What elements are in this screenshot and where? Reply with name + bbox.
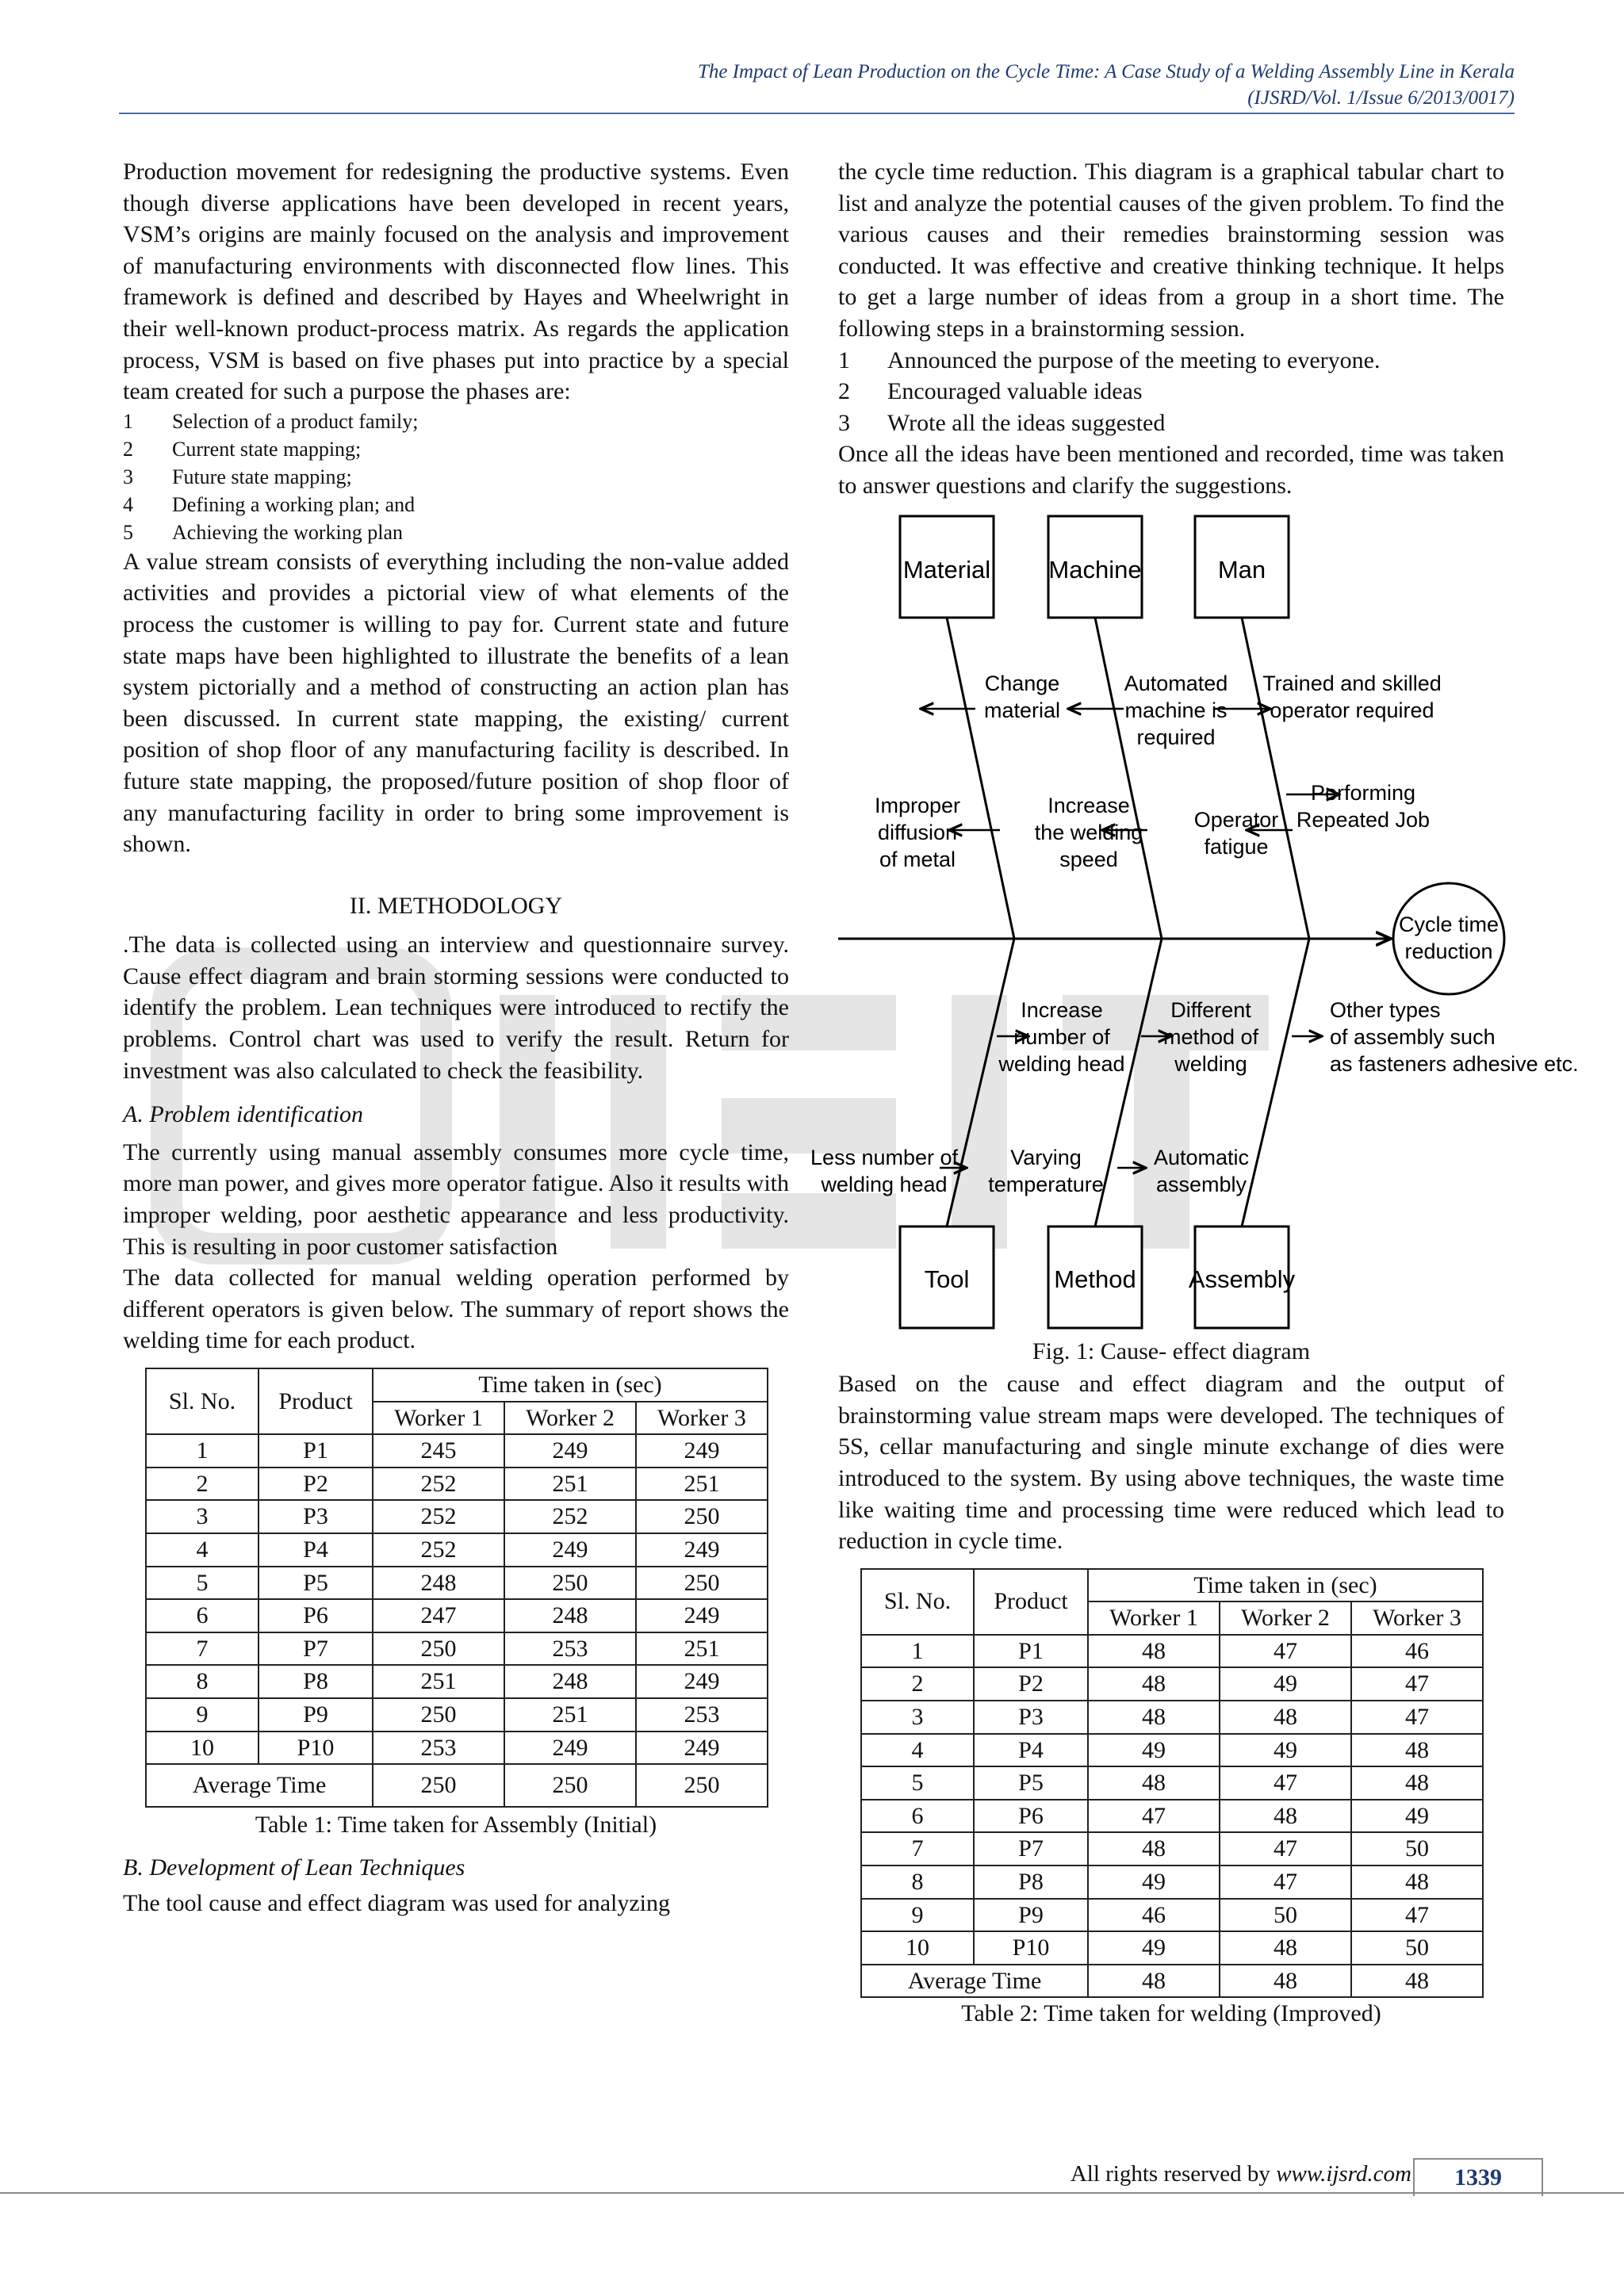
cell-product: P10 <box>974 1931 1088 1965</box>
cell-sl-no: 2 <box>861 1667 974 1701</box>
col-header-time-taken: Time taken in (sec) <box>373 1368 768 1402</box>
average-worker-3: 48 <box>1351 1965 1483 1998</box>
col-header-product: Product <box>974 1569 1088 1635</box>
cell-worker-2: 250 <box>504 1567 636 1600</box>
cell-worker-2: 49 <box>1220 1667 1351 1701</box>
table-1-caption: Table 1: Time taken for Assembly (Initial) <box>255 1812 657 1839</box>
cause-repeated-job-2: Repeated Job <box>1296 807 1431 832</box>
bone-machine <box>1095 618 1162 939</box>
cell-worker-1: 48 <box>1088 1667 1220 1701</box>
table-row <box>146 1698 768 1732</box>
cell-worker-2: 48 <box>1220 1701 1351 1734</box>
cell-worker-1: 247 <box>373 1599 504 1632</box>
cell-worker-2: 249 <box>504 1732 636 1765</box>
table-row-average <box>146 1764 768 1807</box>
header-issue: (IJSRD/Vol. 1/Issue 6/2013/0017) <box>1247 87 1515 109</box>
cell-worker-1: 252 <box>373 1468 504 1501</box>
cell-sl-no: 5 <box>861 1766 974 1800</box>
cause-operator-fatigue-1: Operator <box>1193 807 1279 832</box>
bone-material <box>947 618 1014 939</box>
paragraph-methodology: .The data is collected using an interview and questionnaire survey. Cause effect diagram and brain storming sessions were conducted to identify the problem. Lean techniques were introduced to rectify the problems. Control chart was used to verify the result. Return for investment was also calculated to check the feasibility. <box>123 932 789 1084</box>
label-man: Man <box>1217 555 1266 584</box>
table-row <box>146 1500 768 1533</box>
cell-sl-no: 6 <box>146 1599 259 1632</box>
cell-product: P3 <box>974 1701 1088 1734</box>
cause-increase-heads-1: Increase <box>1021 997 1103 1022</box>
cell-product: P4 <box>974 1734 1088 1767</box>
header-title: The Impact of Lean Production on the Cycle Time: A Case Study of a Welding Assembly Line in Kerala <box>697 61 1515 82</box>
cell-product: P3 <box>259 1500 373 1533</box>
cell-worker-3: 50 <box>1351 1931 1483 1965</box>
cell-product: P8 <box>974 1866 1088 1899</box>
col-header-sl-no: Sl. No. <box>146 1368 259 1434</box>
table-row <box>861 1667 1483 1701</box>
figure-1-caption: Fig. 1: Cause- effect diagram <box>1032 1337 1311 1364</box>
cause-automated-machine-2: machine is <box>1124 698 1228 722</box>
average-worker-2: 250 <box>504 1764 636 1807</box>
cell-sl-no: 4 <box>146 1533 259 1567</box>
effect-label-line1: Cycle time <box>1398 912 1500 936</box>
footer-rights: All rights reserved by www.ijsrd.com <box>1070 2161 1411 2187</box>
cell-worker-1: 49 <box>1088 1866 1220 1899</box>
left-column <box>123 156 789 1919</box>
table-row <box>146 1434 768 1468</box>
cause-varying-temp-2: temperature <box>988 1172 1104 1196</box>
table-row <box>861 1899 1483 1932</box>
paragraph-lean-results: Based on the cause and effect diagram and the output of brainstorming value stream maps were developed. The techniques of 5S, cellar manufacturing and single minute exchange of dies were introduced to the system. By using above techniques, the waste time like waiting time and processing time were reduced which lead to reduction in cycle time. <box>838 1371 1504 1555</box>
list-item: 2 Encouraged valuable ideas <box>838 378 1143 405</box>
col-header-worker-1: Worker 1 <box>373 1402 504 1435</box>
cell-worker-1: 48 <box>1088 1635 1220 1668</box>
cell-sl-no: 4 <box>861 1734 974 1767</box>
cell-worker-3: 249 <box>636 1732 768 1765</box>
cell-worker-3: 253 <box>636 1698 768 1732</box>
cell-sl-no: 7 <box>861 1832 974 1866</box>
table-row <box>146 1533 768 1567</box>
label-material: Material <box>902 555 991 584</box>
table-row <box>146 1468 768 1501</box>
cell-sl-no: 6 <box>861 1800 974 1833</box>
cell-worker-3: 47 <box>1351 1701 1483 1734</box>
paragraph-problem: The currently using manual assembly consumes more cycle time, more man power, and gives more operator fatigue. Also it results with improper welding, poor aesthetic appearance and less productivity. This is resulting in poor customer satisfaction <box>123 1138 789 1260</box>
cell-product: P1 <box>259 1434 373 1468</box>
cell-worker-3: 48 <box>1351 1766 1483 1800</box>
table-row <box>861 1701 1483 1734</box>
label-machine: Machine <box>1048 555 1142 584</box>
cause-increase-heads-2: number of <box>1013 1024 1110 1049</box>
cause-other-types-3: as fasteners adhesive etc. <box>1330 1051 1579 1076</box>
page-number: 1339 <box>1413 2158 1543 2196</box>
subheading-lean-techniques: B. Development of Lean Techniques <box>123 1854 465 1881</box>
cell-worker-2: 50 <box>1220 1899 1351 1932</box>
cell-sl-no: 8 <box>146 1665 259 1698</box>
cell-worker-2: 251 <box>504 1698 636 1732</box>
table-row <box>146 1665 768 1698</box>
cause-automated-machine-1: Automated <box>1124 671 1228 695</box>
bone-method <box>1095 939 1162 1226</box>
table-row <box>861 1866 1483 1899</box>
cause-less-heads-1: Less number of <box>810 1145 959 1169</box>
cell-worker-1: 48 <box>1088 1766 1220 1800</box>
cell-worker-3: 249 <box>636 1599 768 1632</box>
cell-sl-no: 1 <box>146 1434 259 1468</box>
effect-label-line2: reduction <box>1404 939 1493 963</box>
cell-sl-no: 9 <box>861 1899 974 1932</box>
cause-different-method-1: Different <box>1170 997 1251 1022</box>
cause-less-heads-2: welding head <box>821 1172 948 1196</box>
bone-man <box>1242 618 1309 939</box>
list-item: 3 Wrote all the ideas suggested <box>838 409 1166 436</box>
subheading-problem-identification: A. Problem identification <box>123 1101 364 1128</box>
paragraph-data-collected: The data collected for manual welding operation performed by different operators is given below. The summary of report shows the welding time for each product. <box>123 1265 789 1354</box>
cause-different-method-2: method of <box>1162 1024 1259 1049</box>
cell-sl-no: 3 <box>146 1500 259 1533</box>
cell-worker-2: 48 <box>1220 1931 1351 1965</box>
cell-product: P6 <box>974 1800 1088 1833</box>
col-header-worker-2: Worker 2 <box>1220 1601 1351 1635</box>
cell-sl-no: 3 <box>861 1701 974 1734</box>
paragraph-ideas-recorded: Once all the ideas have been mentioned and recorded, time was taken to answer questions and clarify the suggestions. <box>838 441 1504 499</box>
cell-worker-3: 49 <box>1351 1800 1483 1833</box>
cell-sl-no: 2 <box>146 1468 259 1501</box>
cell-worker-3: 251 <box>636 1468 768 1501</box>
cell-worker-2: 49 <box>1220 1734 1351 1767</box>
cell-worker-3: 249 <box>636 1434 768 1468</box>
table-row <box>861 1832 1483 1866</box>
footer-site-link[interactable]: www.ijsrd.com <box>1276 2161 1411 2187</box>
cell-worker-2: 47 <box>1220 1832 1351 1866</box>
cell-product: P2 <box>259 1468 373 1501</box>
cause-improper-diffusion-1: Improper <box>874 793 961 817</box>
cause-improper-diffusion-2: diffusion <box>877 820 958 844</box>
running-header <box>476 59 1515 111</box>
cell-sl-no: 7 <box>146 1632 259 1666</box>
cell-worker-3: 46 <box>1351 1635 1483 1668</box>
cause-improper-diffusion-3: of metal <box>879 847 956 871</box>
cell-product: P6 <box>259 1599 373 1632</box>
paragraph-cycle-time: the cycle time reduction. This diagram is a graphical tabular chart to list and analyze the potential causes of the given problem. To find the various causes and their remedies brainstorming session was conducted. It was effective and creative thinking technique. It helps to get a large number of ideas from a group in a short time. The following steps in a brainstorming session. <box>838 159 1504 342</box>
table-initial-times <box>145 1368 768 1808</box>
average-worker-1: 250 <box>373 1764 504 1807</box>
cell-worker-2: 48 <box>1220 1800 1351 1833</box>
cell-worker-1: 252 <box>373 1500 504 1533</box>
cell-worker-3: 249 <box>636 1533 768 1567</box>
cell-worker-1: 253 <box>373 1732 504 1765</box>
cell-sl-no: 8 <box>861 1866 974 1899</box>
cell-worker-1: 46 <box>1088 1899 1220 1932</box>
col-header-sl-no: Sl. No. <box>861 1569 974 1635</box>
cause-repeated-job-1: Performing <box>1310 780 1416 805</box>
cell-worker-2: 248 <box>504 1599 636 1632</box>
cause-increase-heads-3: welding head <box>998 1051 1125 1076</box>
table-row <box>146 1732 768 1765</box>
cell-worker-3: 251 <box>636 1632 768 1666</box>
average-worker-3: 250 <box>636 1764 768 1807</box>
footer-rule <box>0 2192 1624 2194</box>
header-rule <box>119 113 1515 114</box>
cause-increase-speed-3: speed <box>1059 847 1118 871</box>
average-worker-1: 48 <box>1088 1965 1220 1998</box>
cell-worker-3: 47 <box>1351 1667 1483 1701</box>
cause-varying-temp-1: Varying <box>1010 1145 1082 1169</box>
cause-increase-speed-1: Increase <box>1048 793 1130 817</box>
cell-sl-no: 10 <box>861 1931 974 1965</box>
cell-worker-3: 250 <box>636 1500 768 1533</box>
table-row <box>861 1931 1483 1965</box>
cell-worker-2: 251 <box>504 1468 636 1501</box>
cell-worker-2: 47 <box>1220 1635 1351 1668</box>
list-item: 3 Future state mapping; <box>123 465 352 488</box>
cause-effect-diagram <box>810 513 1579 1337</box>
cause-change-material-1: Change <box>984 671 1060 695</box>
cell-product: P1 <box>974 1635 1088 1668</box>
list-item: 1 Selection of a product family; <box>123 409 419 433</box>
cell-product: P7 <box>974 1832 1088 1866</box>
average-label: Average Time <box>861 1965 1088 1998</box>
cell-worker-1: 248 <box>373 1567 504 1600</box>
brainstorm-steps-list <box>838 345 1504 439</box>
cell-worker-1: 250 <box>373 1698 504 1732</box>
table-improved-times <box>860 1568 1484 1999</box>
cell-sl-no: 10 <box>146 1732 259 1765</box>
cell-worker-3: 250 <box>636 1567 768 1600</box>
bone-assembly <box>1242 939 1309 1226</box>
cell-worker-3: 50 <box>1351 1832 1483 1866</box>
phases-list <box>123 408 789 546</box>
list-item: 2 Current state mapping; <box>123 437 362 461</box>
cell-product: P10 <box>259 1732 373 1765</box>
cell-worker-3: 47 <box>1351 1899 1483 1932</box>
effect-circle <box>1393 883 1504 994</box>
cell-product: P5 <box>259 1567 373 1600</box>
list-item: 5 Achieving the working plan <box>123 520 403 544</box>
col-header-time-taken: Time taken in (sec) <box>1088 1569 1483 1602</box>
table-row <box>861 1635 1483 1668</box>
table-row <box>861 1766 1483 1800</box>
cell-worker-2: 249 <box>504 1533 636 1567</box>
cell-worker-1: 250 <box>373 1632 504 1666</box>
cell-product: P2 <box>974 1667 1088 1701</box>
cell-worker-2: 248 <box>504 1665 636 1698</box>
cell-worker-1: 47 <box>1088 1800 1220 1833</box>
table-row <box>146 1567 768 1600</box>
cause-trained-operator-2: operator required <box>1270 698 1434 722</box>
col-header-worker-3: Worker 3 <box>1351 1601 1483 1635</box>
table-row <box>861 1800 1483 1833</box>
cause-other-types-2: of assembly such <box>1330 1024 1496 1049</box>
col-header-worker-3: Worker 3 <box>636 1402 768 1435</box>
cell-worker-3: 48 <box>1351 1866 1483 1899</box>
cell-worker-1: 49 <box>1088 1931 1220 1965</box>
cell-worker-2: 249 <box>504 1434 636 1468</box>
cell-worker-1: 252 <box>373 1533 504 1567</box>
table-row <box>146 1599 768 1632</box>
cell-worker-1: 245 <box>373 1434 504 1468</box>
cell-sl-no: 5 <box>146 1567 259 1600</box>
table-row <box>861 1734 1483 1767</box>
col-header-worker-1: Worker 1 <box>1088 1601 1220 1635</box>
cause-different-method-3: welding <box>1174 1051 1247 1076</box>
cell-worker-1: 49 <box>1088 1734 1220 1767</box>
table-2-caption: Table 2: Time taken for welding (Improved) <box>961 2000 1381 2027</box>
cell-worker-2: 47 <box>1220 1766 1351 1800</box>
right-column <box>810 156 1579 2030</box>
cell-product: P9 <box>974 1899 1088 1932</box>
cell-worker-2: 252 <box>504 1500 636 1533</box>
cause-operator-fatigue-2: fatigue <box>1204 834 1269 859</box>
section-heading-methodology: II. METHODOLOGY <box>349 892 563 919</box>
cell-product: P8 <box>259 1665 373 1698</box>
table-row <box>146 1632 768 1666</box>
label-assembly: Assembly <box>1188 1265 1296 1293</box>
list-item: 1 Announced the purpose of the meeting to everyone. <box>838 346 1381 373</box>
cell-worker-2: 47 <box>1220 1866 1351 1899</box>
cell-sl-no: 1 <box>861 1635 974 1668</box>
col-header-worker-2: Worker 2 <box>504 1402 636 1435</box>
label-tool: Tool <box>924 1265 970 1293</box>
label-method: Method <box>1054 1265 1136 1293</box>
cell-worker-1: 48 <box>1088 1701 1220 1734</box>
cause-trained-operator-1: Trained and skilled <box>1262 671 1442 695</box>
table-row-average <box>861 1965 1483 1998</box>
cause-change-material-2: material <box>983 698 1061 722</box>
cell-product: P9 <box>259 1698 373 1732</box>
cell-product: P5 <box>974 1766 1088 1800</box>
paragraph-tool-cause-effect: The tool cause and effect diagram was used for analyzing <box>123 1890 670 1917</box>
cell-worker-1: 251 <box>373 1665 504 1698</box>
average-worker-2: 48 <box>1220 1965 1351 1998</box>
paragraph-value-stream: A value stream consists of everything including the non-value added activities and provides a pictorial view of what elements of the process the customer is willing to pay for. Current state and future state maps have been highlighted to illustrate the benefits of a lean system pictorially and a method of constructing an action plan has been discussed. In current state mapping, the existing/ current position of shop floor of any manufacturing facility is described. In future state mapping, the proposed/future position of shop floor of any manufacturing facility in order to bring some improvement is shown. <box>123 548 789 858</box>
cause-automated-machine-3: required <box>1136 725 1216 749</box>
average-label: Average Time <box>146 1764 373 1807</box>
cell-sl-no: 9 <box>146 1698 259 1732</box>
list-item: 4 Defining a working plan; and <box>123 492 416 516</box>
cell-product: P4 <box>259 1533 373 1567</box>
cause-automatic-assembly-1: Automatic <box>1153 1145 1250 1169</box>
cell-worker-1: 48 <box>1088 1832 1220 1866</box>
cell-worker-3: 48 <box>1351 1734 1483 1767</box>
paragraph-vsm-intro: Production movement for redesigning the productive systems. Even though diverse applications have been developed in recent years, VSM’s origins are mainly focused on the analysis and improvement of manufacturing environments with disconnected flow lines. This framework is defined and described by Hayes and Wheelwright in their well-known product-process matrix. As regards the application process, VSM is based on five phases put into practice by a special team created for such a purpose the phases are: <box>123 159 789 405</box>
cell-product: P7 <box>259 1632 373 1666</box>
col-header-product: Product <box>259 1368 373 1434</box>
cell-worker-2: 253 <box>504 1632 636 1666</box>
cell-worker-3: 249 <box>636 1665 768 1698</box>
cause-automatic-assembly-2: assembly <box>1155 1172 1247 1196</box>
cause-increase-speed-2: the welding <box>1034 820 1143 844</box>
cause-other-types-1: Other types <box>1330 997 1441 1022</box>
